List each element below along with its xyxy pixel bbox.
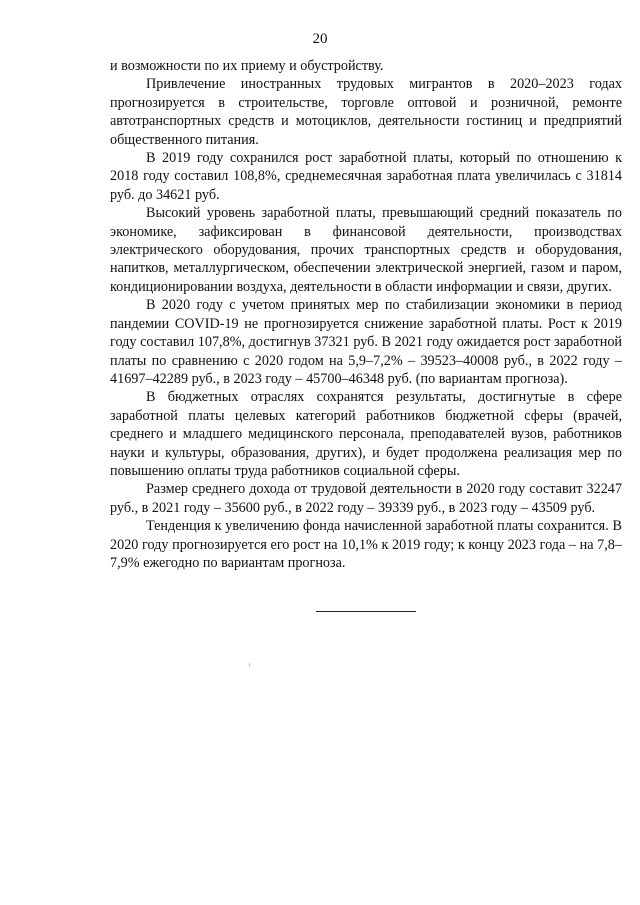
paragraph-wage-growth-2019: В 2019 году сохранился рост заработной платы, который по отношению к 2018 году составил 108,8%, среднемесячная заработная плата увеличилась с 31814 руб. до 34621 руб. — [110, 150, 622, 203]
paragraph-payroll-fund: Тенденция к увеличению фонда начисленной заработной платы сохранится. В 2020 году прогнозируется его рост на 10,1% к 2019 году; к концу 2023 года – на 7,8–7,9% ежегодно по вариантам прогноза. — [110, 518, 622, 571]
paragraph-migrant-labor: Привлечение иностранных трудовых мигрантов в 2020–2023 годах прогнозируется в строительстве, торговле оптовой и розничной, ремонте автотранспортных средств и мотоциклов, деятельности гостиниц и предприятий общественного питания. — [110, 76, 622, 148]
paragraph-labor-income: Размер среднего дохода от трудовой деятельности в 2020 году составит 32247 руб., в 2021 году – 35600 руб., в 2022 году – 39339 руб., в 2023 году – 43509 руб. — [110, 481, 622, 516]
page-number: 20 — [312, 31, 328, 47]
paragraph-high-wage-sectors: Высокий уровень заработной платы, превышающий средний показатель по экономике, зафиксирован в финансовой деятельности, производствах электрического оборудования, прочих транспортных средств и оборудования, напитков, металлургическом, обеспечении электрической энергией, газом и паром, кондиционировании воздуха, деятельности в области информации и связи, других. — [110, 205, 622, 295]
paragraph-wage-forecast-2020-2023: В 2020 году с учетом принятых мер по стабилизации экономики в период пандемии COVID-19 не прогнозируется снижение заработной платы. Рост к 2019 году составил 107,8%, достигнув 37321 руб. В 2021 году ожидается рост заработной платы по сравнению с 2020 годом на 5,9–7,2% – 39523–40008 руб., в 2022 году – 41697–42289 руб., в 2023 году – 45700–46348 руб. (по вариантам прогноза). — [110, 297, 622, 387]
scan-speck — [249, 663, 250, 667]
paragraph-budget-sector: В бюджетных отраслях сохранятся результаты, достигнутые в сфере заработной платы целевых категорий работников бюджетной сферы (врачей, среднего и младшего медицинского персонала, преподавателей вузов, работников науки и культуры, образования, других), и будет продолжена реализация мер по повышению оплаты труда работников социальной сферы. — [110, 389, 622, 479]
end-of-text-rule — [316, 611, 416, 612]
body-text — [110, 57, 622, 572]
paragraph-continuation: и возможности по их приему и обустройству. — [110, 58, 384, 74]
